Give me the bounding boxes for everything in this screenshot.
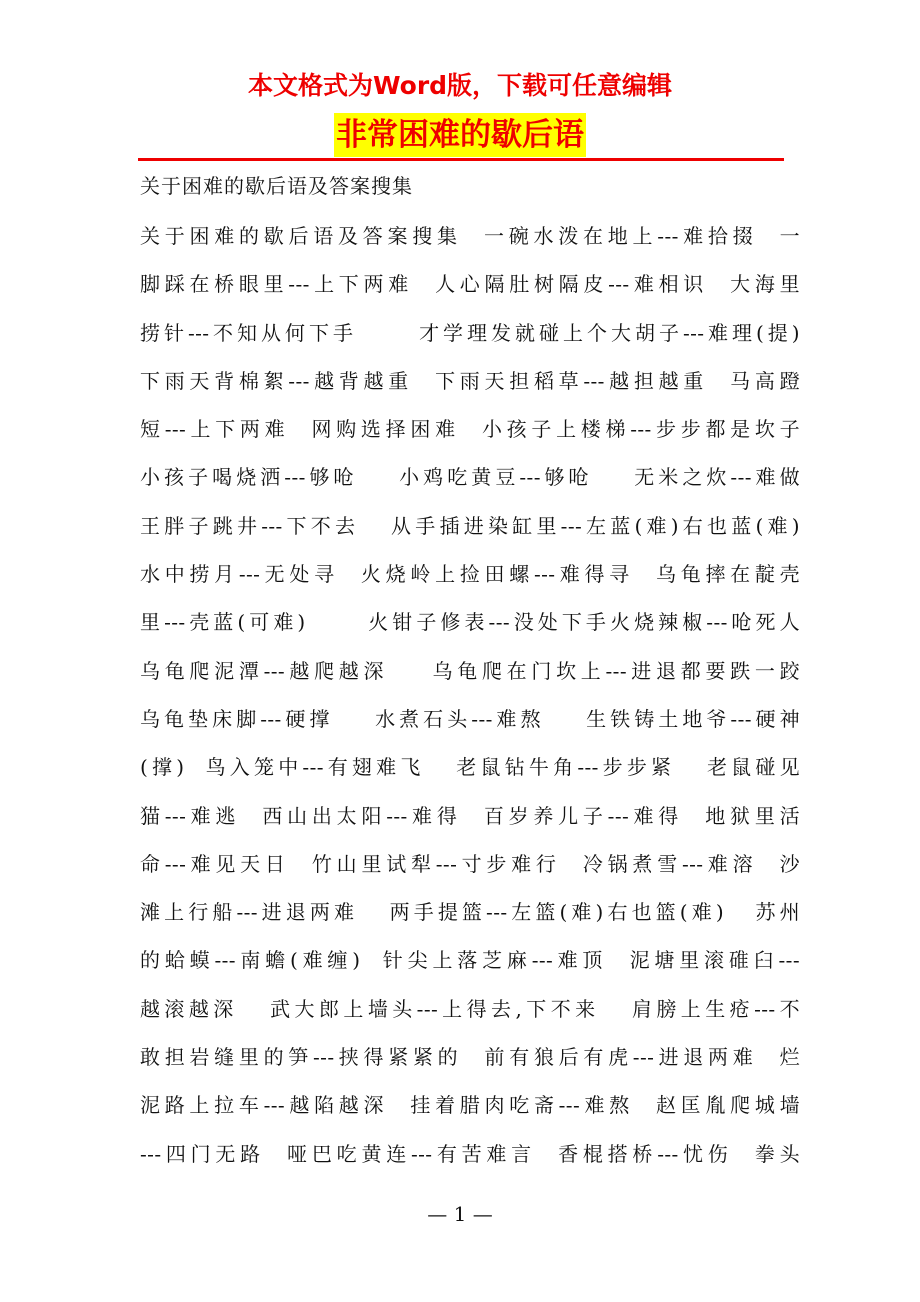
body-line: 命---难见天日 竹山里试犁---寸步难行 冷锅煮雪---难溶 沙 <box>140 851 800 876</box>
body-line: 脚踩在桥眼里---上下两难 人心隔肚树隔皮---难相识 大海里 <box>140 272 800 297</box>
body-line: ---四门无路 哑巴吃黄连---有苦难言 香棍搭桥---忧伤 拳头 <box>140 1141 800 1166</box>
body-line: 水中捞月---无处寻 火烧岭上捡田螺---难得寻 乌龟摔在靛壳 <box>140 562 800 587</box>
body-line: (撑) 鸟入笼中---有翅难飞 老鼠钻牛角---步步紧 老鼠碰见 <box>140 755 800 780</box>
body-line: 捞针---不知从何下手 才学理发就碰上个大胡子---难理(提) <box>140 320 800 345</box>
body-line: 关于困难的歇后语及答案搜集 一碗水泼在地上---难拾掇 一 <box>140 224 800 248</box>
body-line: 猫---难逃 西山出太阳---难得 百岁养儿子---难得 地狱里活 <box>140 803 800 828</box>
page-number: — 1 — <box>427 1202 493 1226</box>
document-subtitle: 关于困难的歇后语及答案搜集 <box>140 174 413 198</box>
title-divider <box>138 158 784 161</box>
body-line: 乌龟垫床脚---硬撑 水煮石头---难熬 生铁铸土地爷---硬神 <box>140 706 800 731</box>
document-body <box>140 214 800 1180</box>
title-block <box>0 113 920 157</box>
body-line: 乌龟爬泥潭---越爬越深 乌龟爬在门坎上---进退都要跌一跤 <box>140 658 800 683</box>
body-line: 下雨天背棉絮---越背越重 下雨天担稻草---越担越重 马高蹬 <box>140 368 800 393</box>
body-line: 王胖子跳井---下不去 从手插进染缸里---左蓝(难)右也蓝(难) <box>140 513 800 538</box>
body-line: 里---壳蓝(可难) 火钳子修表---没处下手火烧辣椒---呛死人 <box>140 610 800 635</box>
body-line: 敢担岩缝里的笋---挟得紧紧的 前有狼后有虎---进退两难 烂 <box>140 1045 800 1070</box>
format-notice: 本文格式为Word版，下载可任意编辑 <box>247 71 673 100</box>
body-line: 泥路上拉车---越陷越深 挂着腊肉吃斋---难熬 赵匡胤爬城墙 <box>140 1093 800 1118</box>
body-line: 的蛤蟆---南蟾(难缠) 针尖上落芝麻---难顶 泥塘里滚碓臼--- <box>140 948 800 973</box>
body-line: 小孩子喝烧洒---够呛 小鸡吃黄豆---够呛 无米之炊---难做 <box>140 465 800 490</box>
body-line: 滩上行船---进退两难 两手提篮---左篮(难)右也篮(难) 苏州 <box>140 900 800 925</box>
body-line: 短---上下两难 网购选择困难 小孩子上楼梯---步步都是坎子 <box>140 417 800 442</box>
body-line: 越滚越深 武大郎上墙头---上得去,下不来 肩膀上生疮---不 <box>140 996 800 1021</box>
page-title: 非常困难的歇后语 <box>334 113 586 157</box>
